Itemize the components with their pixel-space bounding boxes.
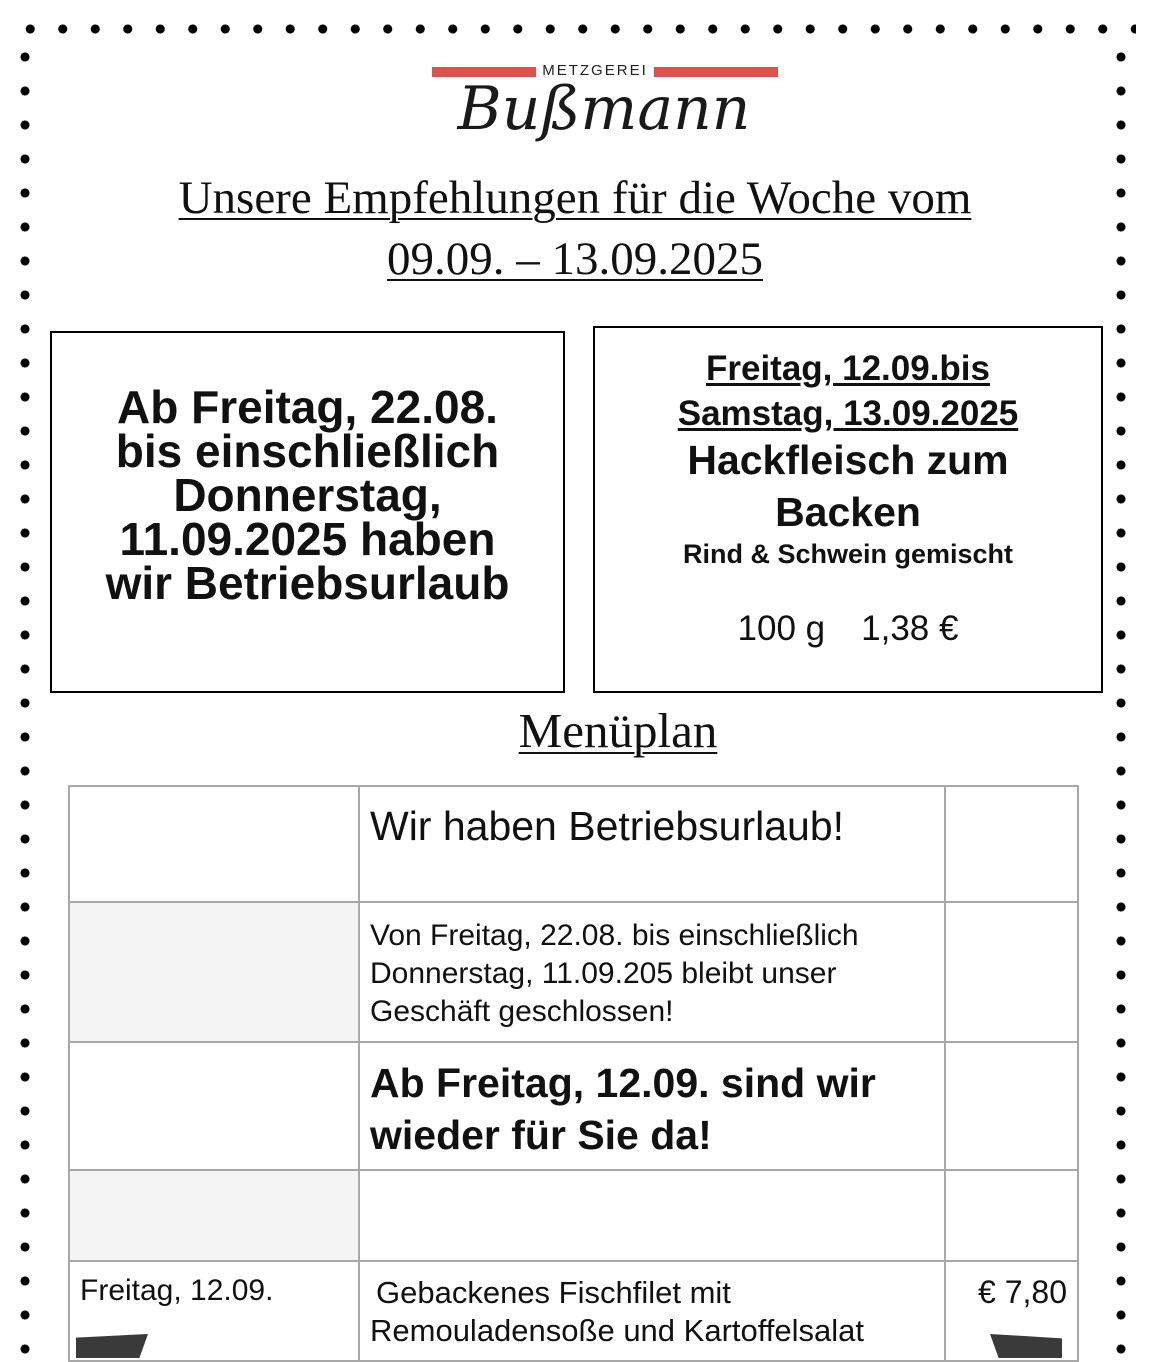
menu-price-cell xyxy=(945,786,1078,902)
dotted-border-right xyxy=(1114,40,1128,1358)
menu-dish-cell xyxy=(359,1170,945,1261)
offer-product-line-1: Hackfleisch zum xyxy=(687,437,1009,483)
dotted-border-top xyxy=(14,22,1136,36)
page-title xyxy=(60,168,1090,290)
table-row xyxy=(69,1170,1078,1261)
menu-day-cell xyxy=(69,1170,359,1261)
menu-dish-cell xyxy=(359,1042,945,1170)
menu-price-cell: € 7,80 xyxy=(945,1261,1078,1361)
notice-line: bis einschließlich xyxy=(115,425,500,477)
offer-description: Rind & Schwein gemischt xyxy=(682,539,1014,569)
menu-dish-cell xyxy=(359,902,945,1042)
dish-line: Geschäft geschlossen! xyxy=(370,995,674,1028)
menu-price-cell xyxy=(945,1042,1078,1170)
page-curl-left xyxy=(76,1334,148,1358)
vacation-notice-box xyxy=(50,331,565,693)
menu-table xyxy=(68,785,1079,1362)
offer-weight: 100 g xyxy=(737,609,826,648)
dotted-border-left xyxy=(18,40,32,1358)
dish-line: Gebackenes Fischfilet mit xyxy=(376,1275,731,1310)
table-row xyxy=(69,786,1078,902)
table-row xyxy=(69,1042,1078,1170)
notice-line: wir Betriebsurlaub xyxy=(105,557,510,609)
notice-line: Donnerstag, xyxy=(173,469,442,521)
offer-product xyxy=(595,434,1101,538)
offer-date-range xyxy=(595,346,1101,436)
table-row xyxy=(69,902,1078,1042)
logo-subtitle: METZGEREI xyxy=(542,62,648,79)
dish-line: wieder für Sie da! xyxy=(370,1112,712,1158)
dish-line: Von Freitag, 22.08. bis einschließlich xyxy=(370,919,859,952)
offer-range-line-2: Samstag, 13.09.2025 xyxy=(677,394,1019,433)
menu-day-cell xyxy=(69,902,359,1042)
notice-line: 11.09.2025 haben xyxy=(119,513,496,565)
dish-line: Ab Freitag, 12.09. sind wir xyxy=(370,1060,876,1106)
menu-day-cell: Freitag, 12.09. xyxy=(69,1261,359,1361)
logo-wordmark: Bußmann xyxy=(457,74,751,144)
dish-line: Remouladensoße und Kartoffelsalat xyxy=(370,1313,865,1348)
title-line-2: 09.09. – 13.09.2025 xyxy=(387,233,763,285)
notice-line: Ab Freitag, 22.08. xyxy=(117,381,498,433)
offer-box xyxy=(593,326,1103,693)
offer-range-line-1: Freitag, 12.09.bis xyxy=(705,349,991,388)
menu-dish-cell: Wir haben Betriebsurlaub! xyxy=(359,786,945,902)
butcher-logo xyxy=(428,56,780,162)
offer-product-line-2: Backen xyxy=(775,489,921,535)
menu-day-cell xyxy=(69,786,359,902)
menu-dish-cell xyxy=(359,1261,945,1361)
menu-day-cell xyxy=(69,1042,359,1170)
menu-title: Menüplan xyxy=(518,703,718,758)
title-line-1: Unsere Empfehlungen für die Woche vom xyxy=(178,172,972,224)
dish-line: Donnerstag, 11.09.205 bleibt unser xyxy=(370,957,837,990)
offer-price-line xyxy=(595,609,1101,649)
vacation-notice-text xyxy=(52,381,563,609)
menu-price-cell xyxy=(945,1170,1078,1261)
menu-price-cell xyxy=(945,902,1078,1042)
table-row xyxy=(69,1261,1078,1361)
offer-price: 1,38 € xyxy=(861,609,959,648)
